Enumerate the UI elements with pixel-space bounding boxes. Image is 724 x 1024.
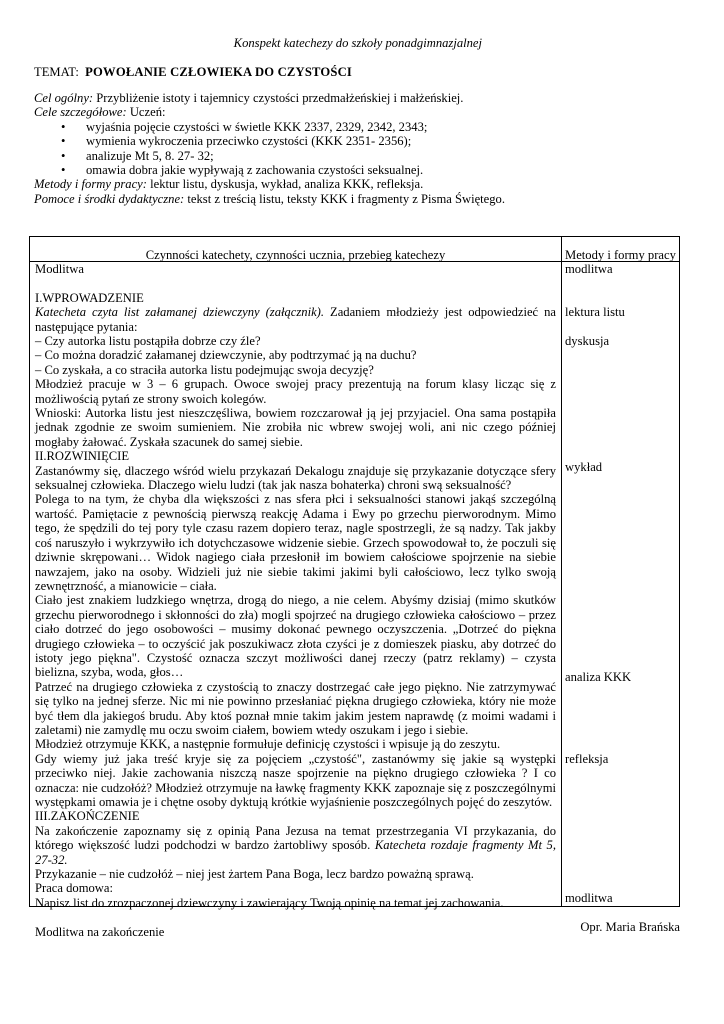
methods-line	[34, 177, 694, 191]
specific-goals-text: Uczeń:	[126, 105, 166, 120]
question-3: – Co zyskała, a co straciła autorka listu podejmując swoja decyzję?	[35, 362, 374, 377]
ending-paragraph-2: Przykazanie – nie cudzołóż – niej jest żartem Pana Boga, lecz bardzo poważną sprawą.	[35, 867, 474, 882]
ending-paragraph-1	[35, 824, 556, 867]
list-item: • wyjaśnia pojęcie czystości w świetle KKK 2337, 2329, 2342, 2343;	[86, 120, 694, 134]
intro-text: Zadaniem młodzieży jest odpowiedzieć na następujące pytania:	[35, 305, 557, 334]
specific-goals	[34, 105, 694, 119]
method-prayer-start: modlitwa	[565, 262, 613, 276]
method-reading: lektura listu	[565, 305, 625, 319]
goals-section	[34, 91, 694, 206]
list-item: • wymienia wykroczenia przeciwko czystości (KKK 2351- 2356);	[86, 134, 694, 148]
methods-text: lektur listu, dyskusja, wykład, analiza KKK, refleksja.	[146, 177, 424, 192]
development-paragraph-4: Patrzeć na drugiego człowieka z czystością to znaczy dostrzegać całe jego piękno. Nie zatrzymywać się tylko na jednej sferze. Nic mi nie powinno przesłaniać piękna drugiego człowieka, który nie może być tłem dla jakiegoś brudu. Aby ktoś poznał mnie takim jakim jestem naprawdę (z moimi wadami i zaletami) nie zamydlę mu oczu swoim ciałem, bowiem wtedy oszukam i jego i siebie.	[35, 679, 556, 737]
general-goal	[34, 91, 694, 105]
question-2: – Co można doradzić załamanej dziewczynie, aby podtrzymać ją na duchu?	[35, 348, 417, 363]
topic-title: POWOŁANIE CZŁOWIEKA DO CZYSTOŚCI	[85, 65, 353, 79]
method-discussion: dyskusja	[565, 334, 610, 348]
method-prayer-end: modlitwa	[565, 891, 613, 905]
specific-goals-label: Cele szczegółowe:	[34, 105, 127, 120]
topic-line	[34, 65, 352, 79]
aids-line	[34, 192, 694, 206]
development-paragraph-6: Gdy wiemy już jaka treść kryje się za pojęciem „czystość", zastanówmy się jakie są występki przeciwko niej. Jakie zachowania niszczą nasze spojrzenie na piękno drugiego człowieka ? I co oznacza: nie cudzołóż? Młodzież otrzymuje na ławkę fragmenty KKK zapoznaje się z poszczególnymi występkami omawia je i chętne osoby dyktują krótkie wyjaśnienie poszczególnych pojęć do zeszytów.	[35, 751, 556, 810]
prayer-end: Modlitwa na zakończenie	[35, 924, 165, 939]
prayer-start: Modlitwa	[35, 262, 84, 276]
development-paragraph-3: Ciało jest znakiem ludzkiego wnętrza, drogą do niego, a nie celem. Abyśmy dzisiaj (mimo skutków grzechu pierworodnego i skłonności do zła) mogli spojrzeć na drugiego człowieka całościowo – przez ciało dotrzeć do jego osobowości – musimy dokonać pewnego oczyszczenia. „Dotrzeć do piękna drugiego człowieka – to oczyścić jak poszukiwacz złota czyści je z domieszek piasku, aby dotrzeć do istoty jego piękna". Czystość oznacza szczyt możliwości danej rzeczy (patrz reklamy) – czysta bielizna, szyba, woda, głos…	[35, 593, 556, 680]
development-paragraph-5: Młodzież otrzymuje KKK, a następnie formułuje definicję czystości i wpisuje ją do zeszytu.	[35, 737, 501, 752]
specific-goals-list	[34, 120, 694, 178]
column-divider	[561, 237, 562, 906]
general-goal-label: Cel ogólny:	[34, 91, 94, 105]
groups-paragraph: Młodzież pracuje w 3 – 6 grupach. Owoce swojej pracy prezentują na forum klasy licząc się z możliwością pytań ze strony swoich kolegów.	[35, 377, 556, 406]
homework-text: Napisz list do zrozpaczonej dziewczyny i zawierający Twoją opinię na temat jej zachowania.	[35, 895, 504, 910]
development-paragraph-2: Polega to na tym, że chyba dla większości z nas sfera płci i seksualności stanowi jakąś szczególną wartość. Pamiętacie z pewnością pierwszą reakcję Adama i Ewy po grzechu pierworodnym. Mimo tego, że spędzili do tej pory tyle czasu razem dopiero teraz, nagle spostrzegli, że są nadzy. Tak jakby coś naruszyło i wykrzywiło ich dotychczasowe widzenie siebie. Grzech spowodował to, że poczuli się dziwnie skrępowani… Widok nagiego ciała przesłonił im bowiem całościowe spojrzenie na siebie nawzajem, jako na osoby. Widzieli już nie siebie takimi jakimi byli całościowo, lecz tylko swoją zewnętrzność, a mianowicie – ciała.	[35, 492, 556, 593]
development-paragraph-1: Zastanówmy się, dlaczego wśród wielu przykazań Dekalogu znajduje się przykazanie dotyczące sfery seksualnej człowieka. Dlaczego wielu ludzi (tak jak nasza bohaterka) chroni swą seksualność?	[35, 463, 556, 493]
homework-label: Praca domowa:	[35, 881, 113, 896]
ending-text: Na zakończenie zapoznamy się z opinią Pana Jezusa na temat przestrzegania VI przykazania, do którego większość ludzi podchodzi w bardzo żartobliwy sposób.	[35, 823, 556, 853]
method-analysis: analiza KKK	[565, 670, 632, 684]
aids-label: Pomoce i środki dydaktyczne:	[34, 191, 185, 206]
methods-label: Metody i formy pracy:	[34, 177, 147, 192]
method-reflection: refleksja	[565, 752, 609, 766]
intro-heading: I.WPROWADZENIE	[35, 290, 144, 305]
general-goal-text: Przybliżenie istoty i tajemnicy czystości przedmałżeńskiej i małżeńskiej.	[93, 91, 464, 105]
topic-label: TEMAT:	[34, 65, 79, 79]
lesson-content	[35, 262, 556, 939]
column-header-activity: Czynności katechety, czynności ucznia, przebieg katechezy	[145, 248, 446, 262]
question-1: – Czy autorka listu postąpiła dobrze czy źle?	[35, 334, 261, 349]
ending-italic: Katecheta rozdaje fragmenty Mt 5, 27-32.	[35, 838, 556, 867]
ending-heading: III.ZAKOŃCZENIE	[35, 809, 140, 824]
method-lecture: wykład	[565, 460, 603, 474]
intro-italic: Katecheta czyta list załamanej dziewczyny (załącznik).	[35, 305, 325, 320]
list-item: • omawia dobra jakie wypływają z zachowania czystości seksualnej.	[86, 163, 694, 177]
intro-paragraph	[35, 305, 556, 334]
aids-text: tekst z treścią listu, teksty KKK i fragmenty z Pisma Świętego.	[184, 191, 505, 206]
author-credit: Opr. Maria Brańska	[580, 920, 680, 934]
conclusions-paragraph: Wnioski: Autorka listu jest nieszczęśliwa, bowiem rozczarował ją jej przyjaciel. Ona sama postąpiła jednak zgodnie ze swoim sumieniem. Nie zrobiła nic wbrew swojej woli, ani nic czego później mogłaby żałować. Zyskała szacunek do samej siebie.	[35, 406, 556, 449]
column-header-methods: Metody i formy pracy	[565, 248, 676, 262]
development-heading: II.ROZWINIĘCIE	[35, 449, 130, 464]
list-item: • analizuje Mt 5, 8. 27- 32;	[86, 149, 694, 163]
document-subtitle: Konspekt katechezy do szkoły ponadgimnazjalnej	[233, 36, 482, 50]
